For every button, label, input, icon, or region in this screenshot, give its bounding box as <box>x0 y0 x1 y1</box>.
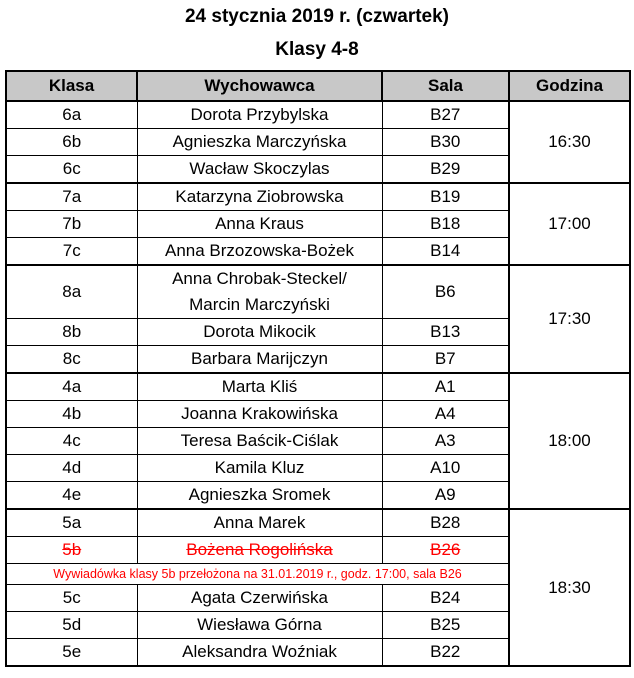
header-sala: Sala <box>382 71 509 101</box>
schedule-table <box>5 70 631 667</box>
cell-sala: B13 <box>382 319 509 346</box>
cell-sala: A4 <box>382 401 509 428</box>
cell-sala: B18 <box>382 211 509 238</box>
cell-wychowawca: Barbara Marijczyn <box>137 346 382 374</box>
cell-sala: B28 <box>382 509 509 537</box>
page-title-date: 24 stycznia 2019 r. (czwartek) <box>184 6 450 27</box>
cell-klasa: 5b <box>6 537 137 564</box>
cell-wychowawca: Agnieszka Marczyńska <box>137 129 382 156</box>
table-header-row <box>6 71 630 101</box>
cell-godzina: 18:30 <box>509 509 630 666</box>
cell-wychowawca-line2: Marcin Marczyński <box>189 295 330 314</box>
cell-wychowawca <box>137 265 382 319</box>
cell-wychowawca: Aleksandra Woźniak <box>137 639 382 667</box>
cell-klasa: 4e <box>6 482 137 510</box>
table-row <box>6 509 630 537</box>
cell-wychowawca: Wiesława Górna <box>137 612 382 639</box>
cell-wychowawca: Anna Marek <box>137 509 382 537</box>
cell-klasa: 5d <box>6 612 137 639</box>
cell-wychowawca: Anna Brzozowska-Bożek <box>137 238 382 266</box>
cell-sala: B14 <box>382 238 509 266</box>
table-row <box>6 373 630 401</box>
header-klasa: Klasa <box>6 71 137 101</box>
cell-wychowawca: Kamila Kluz <box>137 455 382 482</box>
header-wychowawca: Wychowawca <box>137 71 382 101</box>
cell-wychowawca: Marta Kliś <box>137 373 382 401</box>
cell-wychowawca: Katarzyna Ziobrowska <box>137 183 382 211</box>
cell-wychowawca-line1: Anna Chrobak-Steckel/ <box>172 269 347 288</box>
cell-sala: B7 <box>382 346 509 374</box>
cell-sala: B27 <box>382 101 509 129</box>
reschedule-note: Wywiadówka klasy 5b przełożona na 31.01.2019 r., godz. 17:00, sala B26 <box>6 564 509 585</box>
cell-wychowawca: Joanna Krakowińska <box>137 401 382 428</box>
cell-sala: B26 <box>382 537 509 564</box>
cell-sala: A3 <box>382 428 509 455</box>
cell-klasa: 7b <box>6 211 137 238</box>
cell-wychowawca: Dorota Mikocik <box>137 319 382 346</box>
cell-klasa: 6c <box>6 156 137 184</box>
cell-klasa: 5c <box>6 585 137 612</box>
cell-klasa: 8a <box>6 265 137 319</box>
cell-godzina: 17:30 <box>509 265 630 373</box>
cell-klasa: 7a <box>6 183 137 211</box>
cell-sala: B6 <box>382 265 509 319</box>
cell-wychowawca: Bożena Rogolińska <box>137 537 382 564</box>
cell-wychowawca: Agata Czerwińska <box>137 585 382 612</box>
cell-godzina: 17:00 <box>509 183 630 265</box>
cell-klasa: 4b <box>6 401 137 428</box>
cell-wychowawca: Wacław Skoczylas <box>137 156 382 184</box>
table-row <box>6 265 630 319</box>
table-row <box>6 183 630 211</box>
cell-sala: B29 <box>382 156 509 184</box>
cell-wychowawca: Teresa Baścik-Ciślak <box>137 428 382 455</box>
cell-klasa: 5e <box>6 639 137 667</box>
cell-sala: B25 <box>382 612 509 639</box>
cell-sala: B22 <box>382 639 509 667</box>
cell-klasa: 8b <box>6 319 137 346</box>
table-row <box>6 101 630 129</box>
cell-wychowawca: Agnieszka Sromek <box>137 482 382 510</box>
cell-sala: A1 <box>382 373 509 401</box>
cell-klasa: 8c <box>6 346 137 374</box>
cell-wychowawca: Dorota Przybylska <box>137 101 382 129</box>
cell-sala: B19 <box>382 183 509 211</box>
cell-sala: B24 <box>382 585 509 612</box>
cell-klasa: 7c <box>6 238 137 266</box>
cell-klasa: 4a <box>6 373 137 401</box>
cell-sala: B30 <box>382 129 509 156</box>
cell-klasa: 5a <box>6 509 137 537</box>
cell-godzina: 16:30 <box>509 101 630 183</box>
cell-klasa: 4d <box>6 455 137 482</box>
cell-godzina: 18:00 <box>509 373 630 509</box>
cell-klasa: 6b <box>6 129 137 156</box>
cell-sala: A10 <box>382 455 509 482</box>
cell-klasa: 4c <box>6 428 137 455</box>
cell-wychowawca: Anna Kraus <box>137 211 382 238</box>
cell-klasa: 6a <box>6 101 137 129</box>
header-godzina: Godzina <box>509 71 630 101</box>
page-subtitle-classes: Klasy 4-8 <box>275 39 359 60</box>
cell-sala: A9 <box>382 482 509 510</box>
